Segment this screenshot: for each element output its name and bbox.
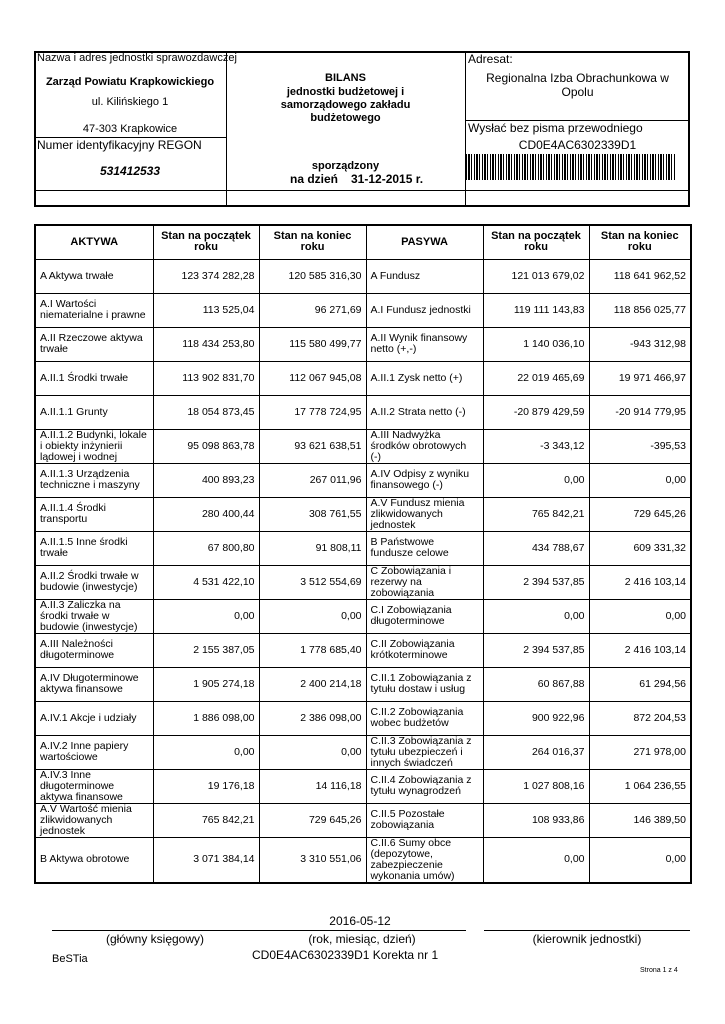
title-line-3: samorządowego zakładu [280, 99, 411, 111]
asset-start: 0,00 [153, 735, 259, 769]
liability-label: A.II.2 Strata netto (-) [366, 395, 483, 429]
asset-end: 14 116,18 [259, 769, 366, 803]
liability-start: 121 013 679,02 [483, 259, 589, 293]
title-line-1: BILANS [325, 72, 366, 84]
table-row [35, 803, 691, 837]
table-row [35, 293, 691, 327]
asset-end: 1 778 685,40 [259, 633, 366, 667]
asset-end: 17 778 724,95 [259, 395, 366, 429]
col-header-liabilities: PASYWA [366, 225, 483, 259]
software-name: BeSTia [52, 953, 88, 965]
table-row [35, 361, 691, 395]
table-row [35, 565, 691, 599]
balance-table [34, 224, 692, 884]
liability-start: 108 933,86 [483, 803, 589, 837]
liability-label: C.II.1 Zobowiązania z tytułu dostaw i usług [366, 667, 483, 701]
table-row [35, 735, 691, 769]
table-row [35, 429, 691, 463]
liability-start: 900 922,96 [483, 701, 589, 735]
sig-line-date [258, 930, 466, 931]
signature-date: 2016-05-12 [329, 914, 391, 928]
liability-start: 765 842,21 [483, 497, 589, 531]
sig-line-head [484, 930, 690, 931]
table-row [35, 701, 691, 735]
liability-start: 1 027 808,16 [483, 769, 589, 803]
sig-chief-accountant: (główny księgowy) [105, 932, 205, 946]
col-header-assets-start: Stan na początek roku [153, 225, 259, 259]
asset-label: A.II.3 Zaliczka na środki trwałe w budowie (inwestycje) [35, 599, 153, 633]
liability-label: C.II.2 Zobowiązania wobec budżetów [366, 701, 483, 735]
asset-label: A.II.1.5 Inne środki trwałe [35, 531, 153, 565]
asset-end: 729 645,26 [259, 803, 366, 837]
liability-end: 271 978,00 [589, 735, 691, 769]
asset-label: A Aktywa trwałe [35, 259, 153, 293]
title-line-4: budżetowego [310, 112, 381, 124]
asset-label: A.IV.3 Inne długoterminowe aktywa finansowe [35, 769, 153, 803]
asset-label: A.II.1 Środki trwałe [35, 361, 153, 395]
asset-label: A.II Rzeczowe aktywa trwałe [35, 327, 153, 361]
liability-label: A.V Fundusz mienia zlikwidowanych jednostek [366, 497, 483, 531]
liability-label: A Fundusz [366, 259, 483, 293]
liability-end: 19 971 466,97 [589, 361, 691, 395]
asset-label: A.III Należności długoterminowe [35, 633, 153, 667]
liability-label: C.II.5 Pozostałe zobowiązania [366, 803, 483, 837]
asset-end: 2 400 214,18 [259, 667, 366, 701]
asset-start: 113 525,04 [153, 293, 259, 327]
liability-end: 2 416 103,14 [589, 633, 691, 667]
table-row [35, 497, 691, 531]
asset-start: 280 400,44 [153, 497, 259, 531]
liability-label: C.II Zobowiązania krótkoterminowe [366, 633, 483, 667]
liability-start: -3 343,12 [483, 429, 589, 463]
asset-label: A.IV.2 Inne papiery wartościowe [35, 735, 153, 769]
asset-end: 93 621 638,51 [259, 429, 366, 463]
asset-end: 91 808,11 [259, 531, 366, 565]
liability-end: 61 294,56 [589, 667, 691, 701]
asset-end: 0,00 [259, 599, 366, 633]
liability-end: 0,00 [589, 463, 691, 497]
asset-end: 96 271,69 [259, 293, 366, 327]
header-bottom-divider [34, 190, 690, 191]
asset-label: A.II.1.1 Grunty [35, 395, 153, 429]
liability-start: 0,00 [483, 463, 589, 497]
entity-name: Zarząd Powiatu Krapkowickiego [45, 76, 215, 88]
col-header-liabilities-start: Stan na początek roku [483, 225, 589, 259]
liability-start: 1 140 036,10 [483, 327, 589, 361]
send-without-letter: Wysłać bez pisma przewodniego [468, 121, 643, 135]
entity-city: 47-303 Krapkowice [82, 123, 178, 135]
asset-start: 1 905 274,18 [153, 667, 259, 701]
liability-label: B Państwowe fundusze celowe [366, 531, 483, 565]
addressee-line-2: Opolu [561, 85, 594, 99]
barcode [466, 154, 676, 180]
addressee-line-1: Regionalna Izba Obrachunkowa w [486, 71, 669, 85]
liability-label: C.II.4 Zobowiązania z tytułu wynagrodzeń [366, 769, 483, 803]
asset-start: 4 531 422,10 [153, 565, 259, 599]
asset-start: 67 800,80 [153, 531, 259, 565]
table-row [35, 327, 691, 361]
liability-label: C.I Zobowiązania długoterminowe [366, 599, 483, 633]
liability-label: A.II.1 Zysk netto (+) [366, 361, 483, 395]
sig-line-chief [52, 930, 258, 931]
liability-end: -395,53 [589, 429, 691, 463]
table-row [35, 259, 691, 293]
asset-start: 18 054 873,45 [153, 395, 259, 429]
regon-label: Numer identyfikacyjny REGON [37, 138, 202, 152]
table-row [35, 395, 691, 429]
liability-end: 0,00 [589, 599, 691, 633]
addressee-label: Adresat: [468, 52, 513, 66]
asset-label: B Aktywa obrotowe [35, 837, 153, 883]
liability-end: 0,00 [589, 837, 691, 883]
liability-end: 118 641 962,52 [589, 259, 691, 293]
liability-label: C.II.6 Sumy obce (depozytowe, zabezpieczenie wykonania umów) [366, 837, 483, 883]
asset-label: A.II.1.3 Urządzenia techniczne i maszyny [35, 463, 153, 497]
col-header-liabilities-end: Stan na koniec roku [589, 225, 691, 259]
sig-date-caption: (rok, miesiąc, dzień) [308, 932, 416, 946]
asset-label: A.II.2 Środki trwałe w budowie (inwestycje) [35, 565, 153, 599]
page-number: Strona 1 z 4 [640, 967, 678, 974]
asset-start: 3 071 384,14 [153, 837, 259, 883]
liability-end: 146 389,50 [589, 803, 691, 837]
liability-end: 872 204,53 [589, 701, 691, 735]
liability-end: 2 416 103,14 [589, 565, 691, 599]
liability-start: 119 111 143,83 [483, 293, 589, 327]
col-header-assets-end: Stan na koniec roku [259, 225, 366, 259]
table-header-row [35, 225, 691, 259]
table-row [35, 837, 691, 883]
asset-start: 123 374 282,28 [153, 259, 259, 293]
table-row [35, 599, 691, 633]
liability-start: 22 019 465,69 [483, 361, 589, 395]
asset-label: A.I Wartości niematerialne i prawne [35, 293, 153, 327]
asset-end: 308 761,55 [259, 497, 366, 531]
asset-end: 115 580 499,77 [259, 327, 366, 361]
asset-label: A.IV Długoterminowe aktywa finansowe [35, 667, 153, 701]
asset-end: 0,00 [259, 735, 366, 769]
table-row [35, 633, 691, 667]
liability-label: C.II.3 Zobowiązania z tytułu ubezpieczeń i innych świadczeń [366, 735, 483, 769]
entity-street: ul. Kilińskiego 1 [91, 96, 169, 108]
liability-label: A.IV Odpisy z wyniku finansowego (-) [366, 463, 483, 497]
liability-label: A.III Nadwyżka środków obrotowych (-) [366, 429, 483, 463]
date-value: 31-12-2015 r. [351, 172, 424, 186]
asset-label: A.V Wartość mienia zlikwidowanych jednostek [35, 803, 153, 837]
asset-end: 3 310 551,06 [259, 837, 366, 883]
col-header-assets: AKTYWA [35, 225, 153, 259]
asset-start: 2 155 387,05 [153, 633, 259, 667]
asset-start: 118 434 253,80 [153, 327, 259, 361]
entity-label: Nazwa i adres jednostki sprawozdawczej [37, 52, 237, 64]
asset-start: 400 893,23 [153, 463, 259, 497]
asset-start: 765 842,21 [153, 803, 259, 837]
liability-start: 2 394 537,85 [483, 565, 589, 599]
sig-unit-head: (kierownik jednostki) [532, 932, 642, 946]
asset-label: A.II.1.4 Środki transportu [35, 497, 153, 531]
table-row [35, 667, 691, 701]
title-line-2: jednostki budżetowej i [286, 86, 405, 98]
asset-end: 3 512 554,69 [259, 565, 366, 599]
asset-end: 112 067 945,08 [259, 361, 366, 395]
liability-end: 1 064 236,55 [589, 769, 691, 803]
liability-end: 609 331,32 [589, 531, 691, 565]
liability-start: 0,00 [483, 599, 589, 633]
liability-label: A.I Fundusz jednostki [366, 293, 483, 327]
table-row [35, 769, 691, 803]
liability-end: -20 914 779,95 [589, 395, 691, 429]
doc-code: CD0E4AC6302339D1 [518, 138, 637, 152]
liability-start: 60 867,88 [483, 667, 589, 701]
table-row [35, 463, 691, 497]
date-label: na dzień [290, 172, 339, 186]
liability-start: 0,00 [483, 837, 589, 883]
liability-end: 729 645,26 [589, 497, 691, 531]
prepared-label: sporządzony [311, 160, 380, 172]
asset-end: 267 011,96 [259, 463, 366, 497]
asset-end: 2 386 098,00 [259, 701, 366, 735]
asset-label: A.IV.1 Akcje i udziały [35, 701, 153, 735]
asset-start: 0,00 [153, 599, 259, 633]
table-row [35, 531, 691, 565]
asset-end: 120 585 316,30 [259, 259, 366, 293]
correction-label: CD0E4AC6302339D1 Korekta nr 1 [252, 948, 439, 962]
liability-label: A.II Wynik finansowy netto (+,-) [366, 327, 483, 361]
asset-start: 19 176,18 [153, 769, 259, 803]
liability-end: -943 312,98 [589, 327, 691, 361]
asset-start: 1 886 098,00 [153, 701, 259, 735]
liability-label: C Zobowiązania i rezerwy na zobowiązania [366, 565, 483, 599]
asset-label: A.II.1.2 Budynki, lokale i obiekty inżynierii lądowej i wodnej [35, 429, 153, 463]
liability-start: 2 394 537,85 [483, 633, 589, 667]
asset-start: 95 098 863,78 [153, 429, 259, 463]
liability-start: 434 788,67 [483, 531, 589, 565]
asset-start: 113 902 831,70 [153, 361, 259, 395]
liability-start: 264 016,37 [483, 735, 589, 769]
regon-number: 531412533 [99, 164, 161, 178]
liability-start: -20 879 429,59 [483, 395, 589, 429]
liability-end: 118 856 025,77 [589, 293, 691, 327]
